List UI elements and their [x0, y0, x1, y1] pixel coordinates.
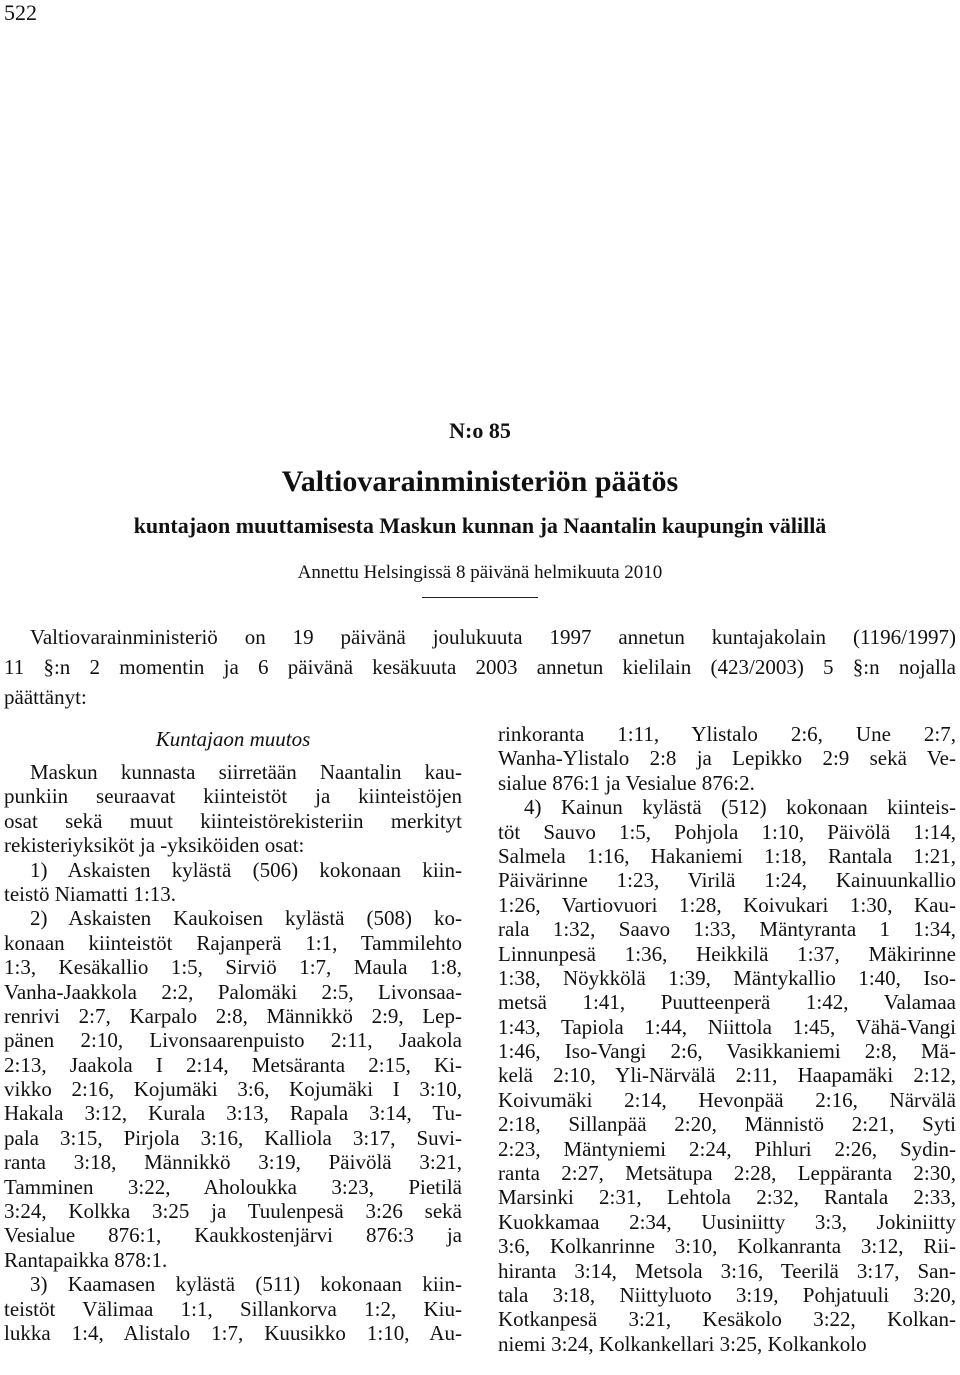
- text-line: tala 3:18, Niittyluoto 3:19, Pohjatuuli 3:20,: [498, 1282, 956, 1307]
- text-line: Linnunpesä 1:36, Heikkilä 1:37, Mäkirinne: [498, 941, 956, 966]
- text-line: ranta 3:18, Männikkö 3:19, Päivölä 3:21,: [4, 1150, 462, 1175]
- page-number: 522: [4, 0, 37, 25]
- text-line: Tamminen 3:22, Aholoukka 3:23, Pietilä: [4, 1174, 462, 1199]
- text-line: 3:6, Kolkanrinne 3:10, Kolkanranta 3:12, Rii-: [498, 1234, 956, 1259]
- text-line: Kuokkamaa 2:34, Uusiniitty 3:3, Jokiniitty: [498, 1209, 956, 1234]
- document-title: Valtiovarainministeriön päätös: [281, 465, 679, 498]
- given-date-line: Annettu Helsingissä 8 päivänä helmikuuta 2010: [297, 562, 663, 583]
- text-line: Marsinki 2:31, Lehtola 2:32, Rantala 2:33,: [498, 1185, 956, 1210]
- text-line: ranta 2:27, Metsätupa 2:28, Leppäranta 2:30,: [498, 1161, 956, 1186]
- text-line: 2:18, Sillanpää 2:20, Männistö 2:21, Syti: [498, 1112, 956, 1137]
- text-line: 4) Kainun kylästä (512) kokonaan kiinteis-: [524, 795, 956, 820]
- text-line: 1:26, Vartiovuori 1:28, Koivukari 1:30, Kau-: [498, 892, 956, 917]
- preamble-line: päättänyt:: [4, 685, 87, 709]
- section-heading: Kuntajaon muutos: [155, 727, 311, 751]
- text-line: Salmela 1:16, Hakaniemi 1:18, Rantala 1:21,: [498, 843, 956, 868]
- text-line: töt Sauvo 1:5, Pohjola 1:10, Päivölä 1:14,: [498, 819, 956, 844]
- text-line: 1:3, Kesäkallio 1:5, Sirviö 1:7, Maula 1:8,: [4, 955, 462, 980]
- text-line: kelä 2:10, Yli-Närvälä 2:11, Haapamäki 2:12,: [498, 1063, 956, 1088]
- text-line: Vesialue 876:1, Kaukkostenjärvi 876:3 ja: [4, 1223, 462, 1248]
- text-line: 2) Askaisten Kaukoisen kylästä (508) ko-: [30, 906, 462, 931]
- text-line: Hakala 3:12, Kurala 3:13, Rapala 3:14, Tu-: [4, 1101, 462, 1126]
- preamble-line: Valtiovarainministeriö on 19 päivänä joulukuuta 1997 annetun kuntajakolain (1196/1997): [30, 625, 956, 649]
- text-line: lukka 1:4, Alistalo 1:7, Kuusikko 1:10, Au-: [4, 1320, 462, 1345]
- text-line: vikko 2:16, Kojumäki 3:6, Kojumäki I 3:10,: [4, 1077, 462, 1102]
- text-line: rala 1:32, Saavo 1:33, Mäntyranta 1 1:34,: [498, 917, 956, 942]
- text-line: Kotkanpesä 3:21, Kesäkolo 3:22, Kolkan-: [498, 1307, 956, 1332]
- text-line: Koivumäki 2:14, Hevonpää 2:16, Närvälä: [498, 1087, 956, 1112]
- text-line: rekisteriyksiköt ja -yksiköiden osat:: [4, 833, 305, 858]
- text-line: 1:38, Nöykkölä 1:39, Mäntykallio 1:40, Iso-: [498, 965, 956, 990]
- text-line: Vanha-Jaakkola 2:2, Palomäki 2:5, Livonsaa-: [4, 979, 462, 1004]
- text-line: sialue 876:1 ja Vesialue 876:2.: [498, 770, 755, 795]
- text-line: 3:24, Kolkka 3:25 ja Tuulenpesä 3:26 sekä: [4, 1199, 462, 1224]
- text-line: hiranta 3:14, Metsola 3:16, Teerilä 3:17, San-: [498, 1258, 956, 1283]
- text-line: 1:46, Iso-Vangi 2:6, Vasikkaniemi 2:8, Mä-: [498, 1039, 956, 1064]
- right-column: [498, 722, 956, 1356]
- text-line: 2:13, Jaakola I 2:14, Metsäranta 2:15, Ki-: [4, 1052, 462, 1077]
- text-line: Päivärinne 1:23, Virilä 1:24, Kainuunkallio: [498, 868, 956, 893]
- text-line: teistö Niamatti 1:13.: [4, 881, 177, 906]
- text-line: Wanha-Ylistalo 2:8 ja Lepikko 2:9 sekä Ve-: [498, 746, 956, 771]
- text-line: 1:43, Tapiola 1:44, Niittola 1:45, Vähä-Vangi: [498, 1014, 956, 1039]
- text-line: 3) Kaamasen kylästä (511) kokonaan kiin-: [30, 1272, 462, 1297]
- preamble: [4, 622, 956, 712]
- left-column: [4, 722, 462, 1345]
- text-line: metsä 1:41, Puutteenperä 1:42, Valamaa: [498, 990, 956, 1015]
- text-line: 2:23, Mäntyniemi 2:24, Pihluri 2:26, Sydin-: [498, 1136, 956, 1161]
- text-line: niemi 3:24, Kolkankellari 3:25, Kolkankolo: [498, 1331, 867, 1356]
- title-divider: [422, 597, 538, 598]
- right-column-body: [498, 722, 956, 1356]
- text-line: teistöt Välimaa 1:1, Sillankorva 1:2, Kiu-: [4, 1296, 462, 1321]
- text-line: 1) Askaisten kylästä (506) kokonaan kiin-: [30, 857, 462, 882]
- preamble-line: 11 §:n 2 momentin ja 6 päivänä kesäkuuta 2003 annetun kielilain (423/2003) 5 §:n nojalla: [4, 655, 956, 679]
- text-line: Rantapaikka 878:1.: [4, 1247, 168, 1272]
- left-column-body: [4, 760, 462, 1345]
- text-line: renrivi 2:7, Karpalo 2:8, Männikkö 2:9, Lep-: [4, 1003, 462, 1028]
- text-line: konaan kiinteistöt Rajanperä 1:1, Tammilehto: [4, 930, 462, 955]
- document-subtitle: kuntajaon muuttamisesta Maskun kunnan ja Naantalin kaupungin välillä: [133, 513, 827, 538]
- text-line: pala 3:15, Pirjola 3:16, Kalliola 3:17, Suvi-: [4, 1125, 462, 1150]
- issue-number: N:o 85: [449, 418, 511, 443]
- text-line: Maskun kunnasta siirretään Naantalin kau-: [30, 760, 462, 784]
- text-line: rinkoranta 1:11, Ylistalo 2:6, Une 2:7,: [498, 722, 956, 746]
- text-line: punkiin seuraavat kiinteistöt ja kiinteistöjen: [4, 784, 462, 809]
- text-line: pänen 2:10, Livonsaarenpuisto 2:11, Jaakola: [4, 1028, 462, 1053]
- text-line: osat sekä muut kiinteistörekisteriin merkityt: [4, 808, 462, 833]
